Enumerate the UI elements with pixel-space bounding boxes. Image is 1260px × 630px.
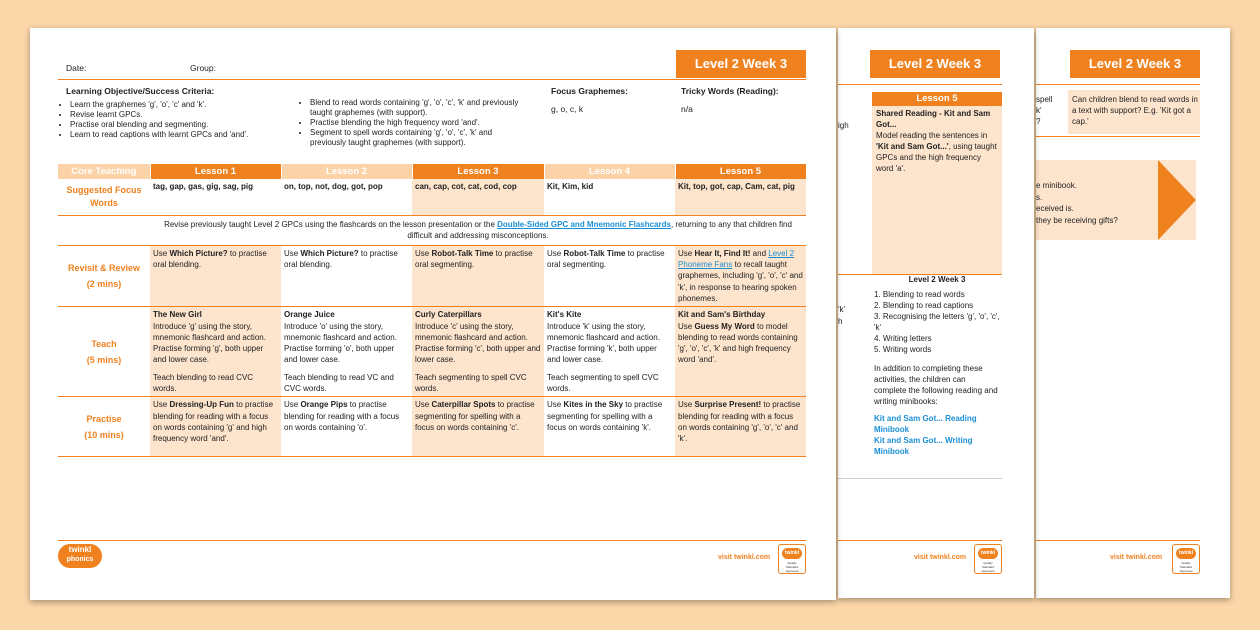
lesson-1-header: Lesson 1	[150, 164, 281, 179]
divider	[838, 84, 1002, 85]
teach-cell: The New Girl Introduce 'g' using the story, mnemonic flashcard and action. Practise forming 'g', both upper and lower case. Teach blending to read CVC words.	[150, 307, 281, 397]
divider	[1036, 136, 1200, 137]
divider	[838, 478, 1002, 479]
lesson-3-header: Lesson 3	[412, 164, 544, 179]
lesson5-header: Lesson 5	[872, 92, 1002, 106]
flashcards-link[interactable]: Double-Sided GPC and Mnemonic Flashcards	[497, 220, 671, 229]
practise-cell: Use Caterpillar Spots to practise segmenting for spelling with a focus on words containing 'c'.	[412, 397, 544, 457]
focus-words-cell: can, cap, cot, cat, cod, cop	[412, 179, 544, 215]
lesson-5-header: Lesson 5	[675, 164, 806, 179]
quality-badge: twinkl Quality Standard Approved	[778, 544, 806, 574]
revisit-review-label: Revisit & Review (2 mins)	[58, 245, 150, 306]
quality-badge: twinkl Quality Standard Approved	[974, 544, 1002, 574]
tricky-words-title: Tricky Words (Reading):	[681, 86, 779, 96]
week-summary: Level 2 Week 3 1. Blending to read words 2. Blending to read captions 3. Recognising the letters 'g', 'o', 'c', 'k' 4. Writing letters 5. Writing words In addition to completing these activities, the children can complete the following reading and writing minibooks: Kit and Sam Got... Reading Minibook Kit and Sam Got... Writing Minibook	[874, 275, 1000, 456]
header-line	[58, 79, 806, 80]
week-title: Level 2 Week 3	[870, 50, 1000, 78]
revisit-cell: Use Which Picture? to practise oral blending.	[281, 245, 412, 306]
teach-cell: Kit's Kite Introduce 'k' using the story, mnemonic flashcard and action. Practise forming 'k', both upper and lower case. Teach segmenting to spell CVC words.	[544, 307, 675, 397]
footer-url[interactable]: visit twinkl.com	[914, 554, 967, 561]
lo-title: Learning Objective/Success Criteria:	[66, 86, 215, 96]
partial-text: spell k' ?	[1036, 95, 1053, 126]
revisit-cell: Use Which Picture? to practise oral blending.	[150, 245, 281, 306]
teach-label: Teach (5 mins)	[58, 307, 150, 397]
planning-sheet-3	[1036, 28, 1230, 598]
divider	[1036, 84, 1200, 85]
revisit-cell: Use Hear It, Find It! and Level 2 Phoneme Fans to recall taught graphemes, including 'g', 'o', 'c' and 'k', in response to hearing spoken phonemes.	[675, 245, 806, 306]
lo-list-1: • Learn the graphemes 'g', 'o', 'c' and 'k'. • Revise learnt GPCs. • Practise oral blending and segmenting. • Learn to read captions with learnt GPCs and 'and'.	[56, 100, 296, 140]
focus-words-cell: tag, gap, gas, gig, sag, pig	[150, 179, 281, 215]
focus-words-label: Suggested Focus Words	[58, 179, 150, 215]
footer-url[interactable]: visit twinkl.com	[718, 554, 771, 561]
planning-sheet-2	[838, 28, 1034, 598]
partial-text: 'k' h	[838, 305, 846, 326]
assessment-question: Can children blend to read words in a text with support? E.g. 'Kit got a cap.'	[1072, 95, 1198, 126]
revisit-cell: Use Robot-Talk Time to practise oral segmenting.	[544, 245, 675, 306]
core-teaching-header: Core Teaching	[58, 164, 150, 179]
revise-note: Revise previously taught Level 2 GPCs using the flashcards on the lesson presentation or the Double-Sided GPC and Mnemonic Flashcards, returning to any that children find difficult and addressing misconceptions.	[150, 215, 806, 245]
summary-title: Level 2 Week 3	[908, 275, 966, 284]
lo-list-2: • Blend to read words containing 'g', 'o', 'c', 'k' and previously taught graphemes (with support). • Practise blending the high frequency word 'and'. • Segment to spell words containing 'g', 'o', 'c', 'k' and previously taught graphemes (with support).	[296, 98, 530, 148]
group-label: Group:	[190, 63, 216, 73]
lesson-plan-table	[58, 164, 807, 457]
phoneme-fans-link[interactable]: Level 2 Phoneme Fans	[678, 248, 795, 270]
shared-reading-text: Shared Reading - Kit and Sam Got... Model reading the sentences in 'Kit and Sam Got...', using taught GPCs and the high frequency word 'a'.	[876, 109, 997, 173]
focus-graphemes-title: Focus Graphemes:	[551, 86, 628, 96]
revisit-cell: Use Robot-Talk Time to practise oral segmenting.	[412, 245, 544, 306]
reading-minibook-link[interactable]: Kit and Sam Got... Reading Minibook	[874, 414, 977, 434]
focus-words-cell: Kit, Kim, kid	[544, 179, 675, 215]
footer-url[interactable]: visit twinkl.com	[1110, 554, 1163, 561]
footer-line	[838, 540, 1002, 541]
lesson-2-header: Lesson 2	[281, 164, 412, 179]
week-title: Level 2 Week 3	[676, 50, 806, 78]
practise-cell: Use Kites in the Sky to practise segmenting for spelling with a focus on words containing 'k'.	[544, 397, 675, 457]
footer-line	[58, 540, 806, 541]
practise-cell: Use Orange Pips to practise blending for reading with a focus on words containing 'o'.	[281, 397, 412, 457]
practise-cell: Use Surprise Present! to practise blending for reading with a focus on words containing 'g', 'o', 'c' and 'k'.	[675, 397, 806, 457]
focus-graphemes-value: g, o, c, k	[551, 104, 584, 114]
partial-text: igh	[838, 121, 849, 130]
twinkl-phonics-logo: twinkl phonics	[58, 544, 102, 568]
practise-cell: Use Dressing-Up Fun to practise blending for reading with a focus on words containing 'g' and high frequency word 'and'.	[150, 397, 281, 457]
lesson-4-header: Lesson 4	[544, 164, 675, 179]
notes-text: e minibook. s. eceived is. they be receiving gifts?	[1036, 181, 1118, 225]
practise-label: Practise (10 mins)	[58, 397, 150, 457]
footer-line	[1036, 540, 1200, 541]
quality-badge: twinkl Quality Standard Approved	[1172, 544, 1200, 574]
teach-cell: Orange Juice Introduce 'o' using the story, mnemonic flashcard and action. Practise forming 'o', both upper and lower case. Teach blending to read VC and CVC words.	[281, 307, 412, 397]
tricky-words-value: n/a	[681, 104, 693, 114]
date-label: Date:	[66, 63, 87, 73]
teach-cell: Kit and Sam's Birthday Use Guess My Word to model blending to read words containing 'g', 'o', 'c', 'k' and high frequency word 'and'.	[675, 307, 806, 397]
writing-minibook-link[interactable]: Kit and Sam Got... Writing Minibook	[874, 436, 973, 456]
focus-words-cell: Kit, top, got, cap, Cam, cat, pig	[675, 179, 806, 215]
focus-words-cell: on, top, not, dog, got, pop	[281, 179, 412, 215]
arrow-shape	[1158, 160, 1196, 240]
teach-cell: Curly Caterpillars Introduce 'c' using the story, mnemonic flashcard and action. Practise forming 'c', both upper and lower case. Teach segmenting to spell CVC words.	[412, 307, 544, 397]
planning-sheet-1	[30, 28, 836, 600]
week-title: Level 2 Week 3	[1070, 50, 1200, 78]
